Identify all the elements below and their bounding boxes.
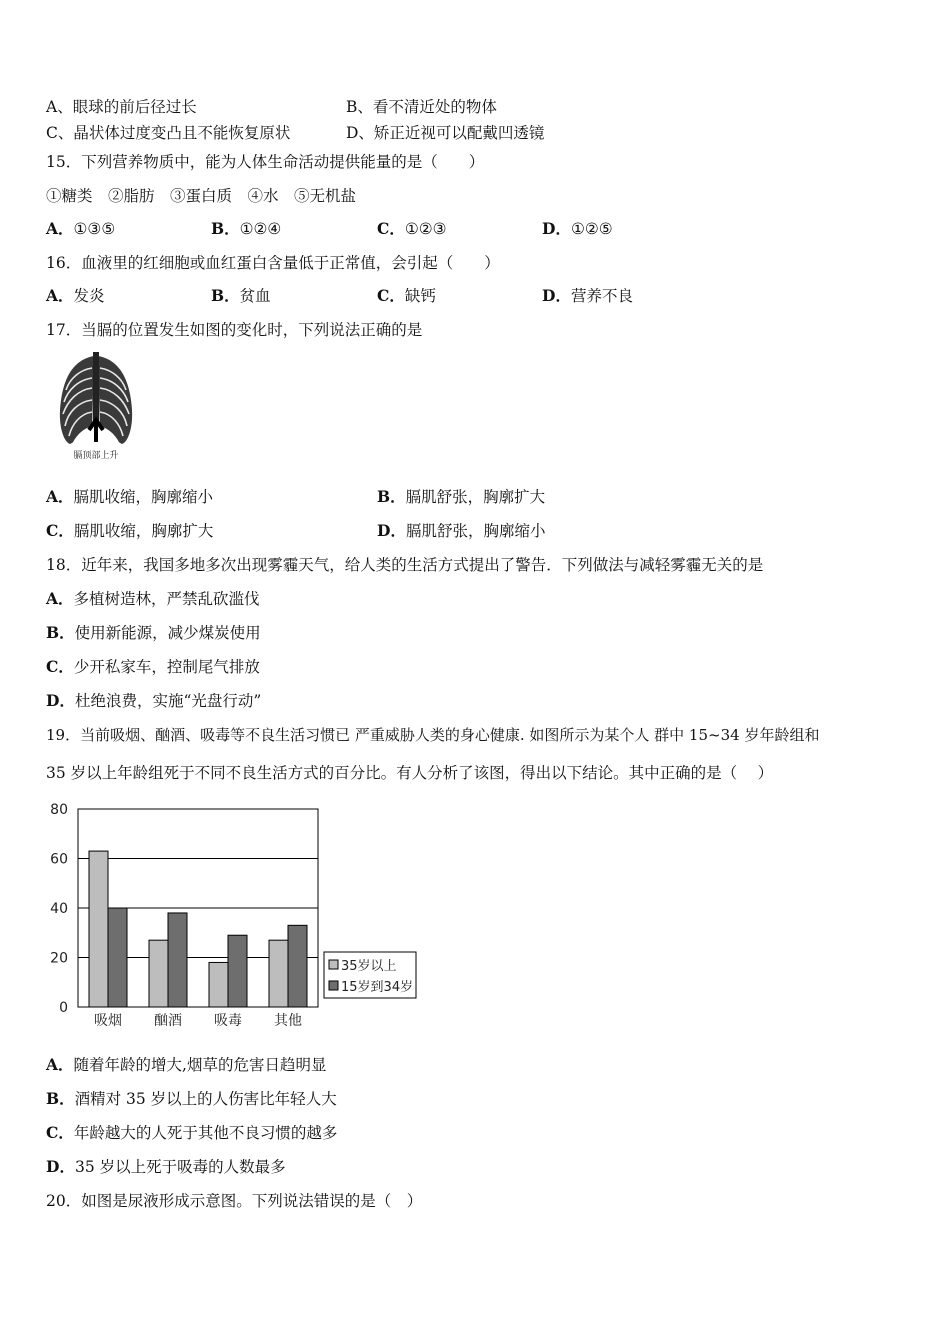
- q19-option-a: [46, 1055, 326, 1075]
- option-text: 年龄越大的人死于其他不良习惯的越多: [73, 1124, 338, 1142]
- q18-option-a: [46, 589, 260, 609]
- q15-items: ①糖类 ②脂肪 ③蛋白质 ④水 ⑤无机盐: [46, 187, 357, 205]
- bar-over35-2: [209, 962, 228, 1007]
- option-letter: B．: [46, 1089, 75, 1108]
- bar-age15to34-2: [228, 935, 247, 1007]
- option-letter: C．: [377, 286, 405, 305]
- option-letter: D．: [46, 691, 75, 710]
- q18-option-b: [46, 623, 261, 643]
- x-tick-label: 吸毒: [214, 1013, 242, 1029]
- option-letter: B．: [46, 623, 75, 642]
- q17-stem: 17．当膈的位置发生如图的变化时，下列说法正确的是: [46, 321, 423, 339]
- q18-option-d: [46, 691, 261, 711]
- q18-stem: 18．近年来，我国多地多次出现雾霾天气，给人类的生活方式提出了警告．下列做法与减轻雾霾无关的是: [46, 556, 764, 574]
- legend-swatch: [329, 981, 338, 990]
- option-text: 膈肌收缩，胸廓扩大: [73, 522, 214, 540]
- option-letter: D．: [542, 286, 571, 305]
- option-text: ①②⑤: [570, 220, 613, 238]
- option-text: ①③⑤: [73, 220, 116, 238]
- option-text: 缺钙: [404, 287, 436, 305]
- option-letter: C．: [46, 657, 74, 676]
- y-tick-label: 60: [50, 851, 68, 868]
- q17-option-d: [377, 521, 545, 541]
- option-letter: A．: [46, 219, 74, 238]
- option-text: 贫血: [239, 287, 271, 305]
- q19-option-d: [46, 1157, 286, 1177]
- bad-habits-bar-chart: [40, 798, 430, 1036]
- chart-legend: [324, 952, 416, 998]
- q16-option-b: [211, 286, 271, 306]
- option-letter: A．: [46, 1055, 74, 1074]
- q19-option-b: [46, 1089, 337, 1109]
- q16-option-d: [542, 286, 633, 306]
- q14-option-a: A、眼球的前后径过长: [46, 98, 197, 116]
- x-tick-label: 其他: [274, 1013, 302, 1029]
- q16-option-a: [46, 286, 105, 306]
- q18-option-c: [46, 657, 260, 677]
- y-tick-label: 20: [50, 950, 68, 967]
- q15-option-d: [542, 219, 613, 239]
- bar-age15to34-1: [168, 913, 187, 1007]
- q17-option-a: [46, 487, 213, 507]
- q19-stem-line2: 35 岁以上年龄组死于不同不良生活方式的百分比。有人分析了该图，得出以下结论。其中正确的是（ ）: [46, 764, 774, 782]
- bar-age15to34-3: [288, 925, 307, 1007]
- q19-stem-line1: 19．当前吸烟、酗酒、吸毒等不良生活习惯已 严重威胁人类的身心健康. 如图所示为某个人 群中 15~34 岁年龄组和: [46, 726, 820, 744]
- figure-caption: 膈顶部上升: [73, 451, 119, 461]
- q15-option-a: [46, 219, 115, 239]
- option-letter: C．: [46, 1123, 74, 1142]
- option-letter: C．: [377, 219, 405, 238]
- bar-over35-0: [89, 851, 108, 1007]
- q14-option-c: C、晶状体过度变凸且不能恢复原状: [46, 124, 291, 142]
- option-text: 使用新能源，减少煤炭使用: [74, 624, 261, 642]
- y-tick-label: 80: [50, 802, 68, 818]
- option-text: 随着年龄的增大,烟草的危害日趋明显: [73, 1056, 327, 1074]
- option-text: 杜绝浪费，实施“光盘行动”: [74, 692, 262, 710]
- q20-stem: 20．如图是尿液形成示意图。下列说法错误的是（ ）: [46, 1192, 423, 1210]
- option-letter: D．: [46, 1157, 75, 1176]
- q15-stem: 15．下列营养物质中，能为人体生命活动提供能量的是（ ）: [46, 153, 485, 171]
- q15-option-b: [211, 219, 281, 239]
- option-letter: A．: [46, 589, 74, 608]
- option-text: 少开私家车，控制尾气排放: [73, 658, 260, 676]
- diaphragm-figure: [54, 350, 138, 462]
- option-letter: A．: [46, 286, 74, 305]
- option-text: 多植树造林，严禁乱砍滥伐: [73, 590, 260, 608]
- option-text: 发炎: [73, 287, 105, 305]
- q14-option-d: D、矫正近视可以配戴凹透镜: [346, 124, 545, 142]
- q15-option-c: [377, 219, 447, 239]
- bar-over35-3: [269, 940, 288, 1007]
- q17-option-c: [46, 521, 213, 541]
- option-letter: A．: [46, 487, 74, 506]
- legend-label: 35岁以上: [341, 959, 397, 974]
- option-letter: B．: [211, 286, 240, 305]
- option-letter: B．: [211, 219, 240, 238]
- q14-option-b: B、看不清近处的物体: [346, 98, 497, 116]
- chart-x-labels: [94, 1012, 302, 1029]
- option-text: 膈肌舒张，胸廓扩大: [405, 488, 546, 506]
- option-letter: C．: [46, 521, 74, 540]
- option-text: ①②③: [404, 220, 447, 238]
- y-tick-label: 40: [50, 901, 68, 917]
- option-letter: D．: [542, 219, 571, 238]
- q16-stem: 16．血液里的红细胞或血红蛋白含量低于正常值，会引起（ ）: [46, 254, 500, 272]
- option-text: 膈肌舒张，胸廓缩小: [405, 522, 546, 540]
- legend-label: 15岁到34岁: [341, 980, 414, 995]
- option-text: 营养不良: [570, 287, 633, 305]
- option-text: 35 岁以上死于吸毒的人数最多: [74, 1158, 286, 1176]
- q19-option-c: [46, 1123, 337, 1143]
- option-letter: B．: [377, 487, 406, 506]
- bar-over35-1: [149, 940, 168, 1007]
- option-text: ①②④: [239, 220, 282, 238]
- chart-y-ticks: [50, 802, 68, 1016]
- x-tick-label: 吸烟: [94, 1013, 122, 1029]
- y-tick-label: 0: [59, 1000, 68, 1016]
- option-text: 酒精对 35 岁以上的人伤害比年轻人大: [74, 1090, 337, 1108]
- q16-option-c: [377, 286, 436, 306]
- option-letter: D．: [377, 521, 406, 540]
- bar-age15to34-0: [108, 908, 127, 1007]
- x-tick-label: 酗酒: [154, 1013, 182, 1029]
- option-text: 膈肌收缩，胸廓缩小: [73, 488, 214, 506]
- q17-option-b: [377, 487, 545, 507]
- legend-swatch: [329, 960, 338, 969]
